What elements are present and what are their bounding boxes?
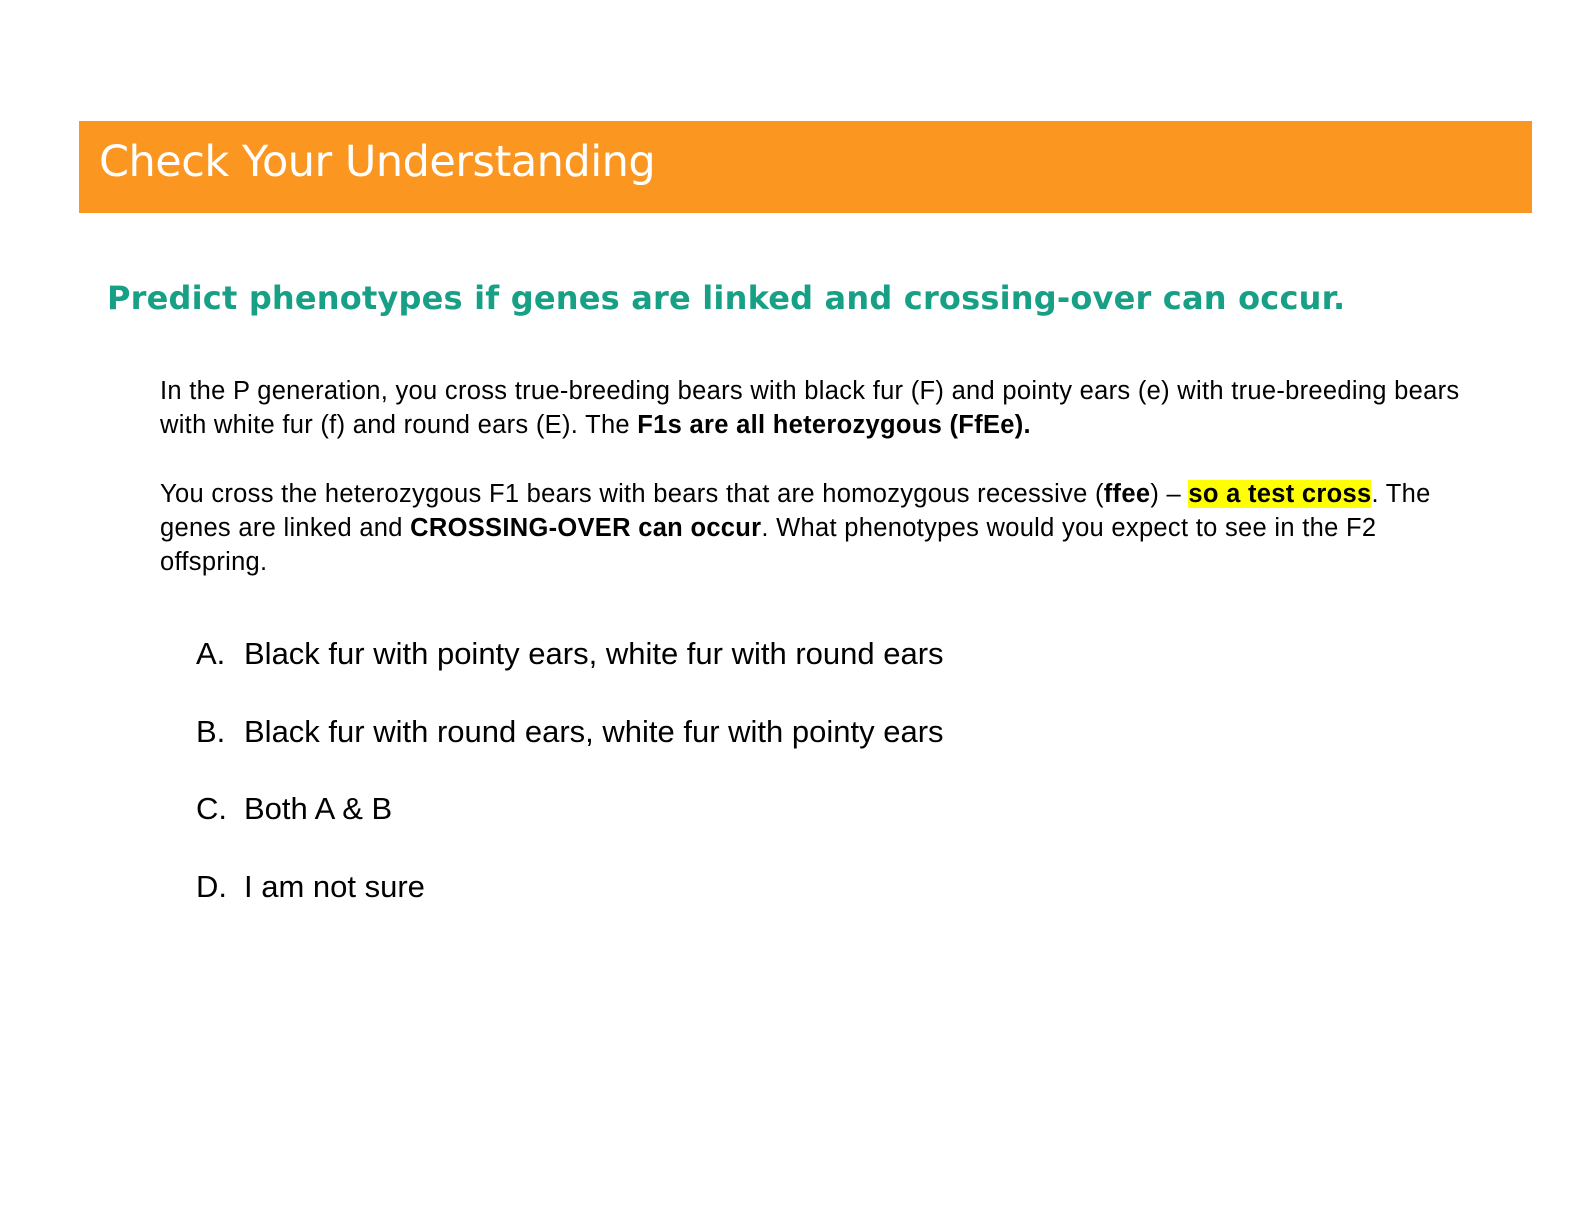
scenario-paragraph: [160, 374, 1490, 442]
question-text-3: . The genes are linked and: [160, 480, 1431, 542]
option-text: Both A & B: [244, 791, 393, 826]
crossing-over-bold-text: CROSSING-OVER can occur: [410, 514, 762, 542]
answer-option-d[interactable]: [196, 866, 944, 944]
title-bar: [79, 121, 1532, 213]
option-letter: D.: [196, 868, 227, 904]
option-letter: B.: [196, 713, 226, 749]
scenario-text: In the P generation, you cross true-breeding bears with black fur (F) and pointy ears (e) with true-breeding bears with white fur (f) and round ears (E). The: [160, 377, 1460, 439]
answer-option-a[interactable]: [196, 633, 944, 711]
question-paragraph: [160, 477, 1490, 579]
question-text-4: . What phenotypes would you expect to see in the F2 offspring.: [160, 514, 1377, 576]
option-text: I am not sure: [244, 868, 425, 904]
question-text-2: ) –: [1150, 480, 1189, 508]
scenario-bold-text: F1s are all heterozygous (FfEe).: [637, 411, 1031, 439]
answer-options: [196, 633, 944, 943]
question-text-1: You cross the heterozygous F1 bears with bears that are homozygous recessive (: [160, 480, 1104, 508]
option-text: Black fur with pointy ears, white fur with round ears: [244, 636, 944, 671]
answer-option-b[interactable]: [196, 711, 944, 789]
question-heading: Predict phenotypes if genes are linked and crossing-over can occur.: [107, 279, 1346, 317]
page-title: Check Your Understanding: [99, 137, 656, 187]
genotype-bold-text: ffee: [1103, 480, 1151, 508]
option-letter: A.: [196, 636, 226, 671]
answer-option-c[interactable]: [196, 788, 944, 866]
option-text: Black fur with round ears, white fur with pointy ears: [244, 713, 944, 749]
option-letter: C.: [196, 791, 227, 826]
test-cross-highlight: so a test cross: [1188, 480, 1372, 508]
